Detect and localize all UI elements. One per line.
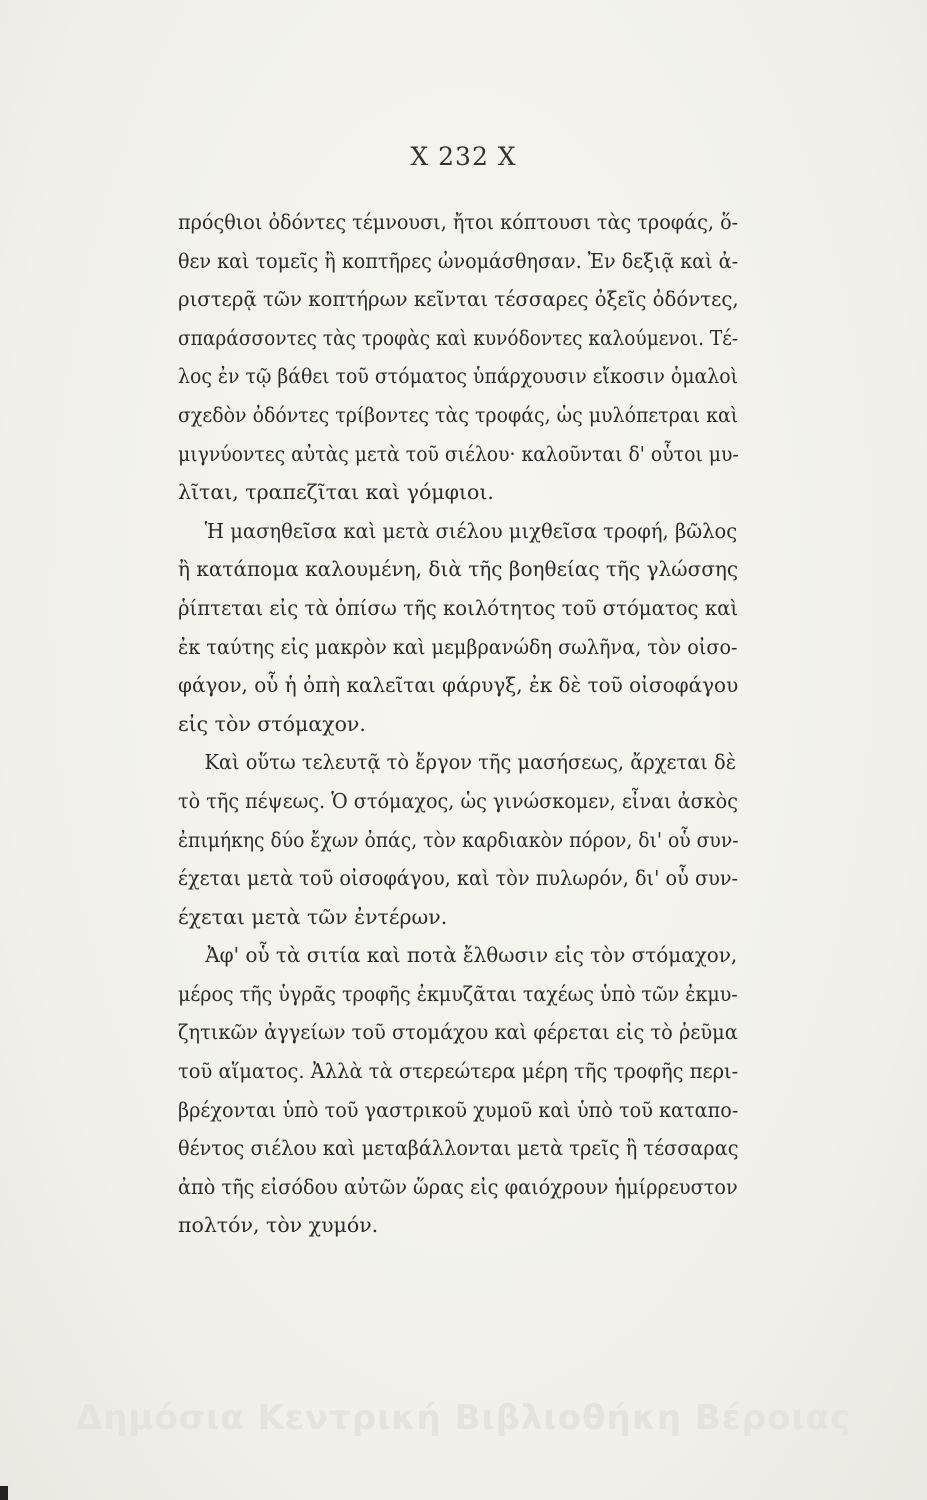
text-line: ἐπιμήκης δύο ἔχων ὀπάς, τὸν καρδιακὸν πόρον, δι' οὗ συν-	[178, 827, 739, 852]
text-line: θέντος σιέλου καὶ μεταβάλλονται μετὰ τρεῖς ἢ τέσσαρας	[178, 1136, 739, 1161]
text-line: σπαράσσοντες τὰς τροφὰς καὶ κυνόδοντες καλούμενοι. Τέ-	[178, 325, 739, 350]
text-line: Ἀφ' οὗ τὰ σιτία καὶ ποτὰ ἔλθωσιν εἰς τὸν στόμαχον,	[205, 943, 738, 968]
text-line: τοῦ αἵματος. Ἀλλὰ τὰ στερεώτερα μέρη τῆς τροφῆς περι-	[178, 1059, 739, 1084]
text-line: έχεται μετὰ τῶν ἐντέρων.	[178, 904, 448, 929]
text-line: ζητικῶν ἀγγείων τοῦ στομάχου καὶ φέρεται εἰς τὸ ῥεῦμα	[178, 1020, 738, 1045]
text-line: φάγον, οὗ ἡ ὀπὴ καλεῖται φάρυγξ, ἐκ δὲ τοῦ οἰσοφάγου	[178, 673, 739, 698]
body-text	[178, 203, 738, 1245]
text-line: λῖται, τραπεζῖται καὶ γόμφιοι.	[178, 480, 494, 505]
text-line: ριστερᾷ τῶν κοπτήρων κεῖνται τέσσαρες ὀξεῖς ὀδόντες,	[178, 287, 739, 312]
text-line: πρόςθιοι ὀδόντες τέμνουσι, ἤτοι κόπτουσι τὰς τροφάς, ὅ-	[178, 210, 739, 234]
text-line: τὸ τῆς πέψεως. Ὁ στόμαχος, ὡς γινώσκομεν, εἶναι ἀσκὸς	[178, 788, 738, 813]
page-number-header: X 232 X	[410, 142, 517, 171]
text-line: λος ἐν τῷ βάθει τοῦ στόματος ὑπάρχουσιν εἴκοσιν ὁμαλοὶ	[178, 364, 739, 389]
text-line: Ἡ μασηθεῖσα καὶ μετὰ σιέλου μιχθεῖσα τροφή, βῶλος	[204, 518, 738, 543]
text-line: πολτόν, τὸν χυμόν.	[178, 1213, 379, 1238]
text-line: μέρος τῆς ὑγρᾶς τροφῆς ἐκμυζᾶται ταχέως ὑπὸ τῶν ἐκμυ-	[178, 981, 738, 1006]
text-line: σχεδὸν ὀδόντες τρίβοντες τὰς τροφάς, ὡς μυλόπετραι καὶ	[178, 402, 739, 427]
scan-edge-mark	[0, 1486, 8, 1500]
text-line: Καὶ οὕτω τελευτᾷ τὸ ἔργον τῆς μασήσεως, ἄρχεται δὲ	[204, 750, 737, 775]
text-line: θεν καὶ τομεῖς ἢ κοπτῆρες ὠνομάσθησαν. Ἐν δεξιᾷ καὶ ἀ-	[178, 248, 739, 273]
text-line: ἢ κατάπομα καλουμένη, διὰ τῆς βοηθείας τῆς γλώσσης	[178, 557, 739, 582]
text-line: εἰς τὸν στόμαχον.	[178, 711, 366, 736]
text-line: έχεται μετὰ τοῦ οἰσοφάγου, καὶ τὸν πυλωρόν, δι' οὗ συν-	[178, 866, 739, 891]
text-line: ῥίπτεται εἰς τὰ ὀπίσω τῆς κοιλότητος τοῦ στόματος καὶ	[178, 595, 739, 620]
text-line: ἀπὸ τῆς εἰσόδου αὐτῶν ὥρας εἰς φαιόχρουν ἡμίρρευστον	[178, 1174, 738, 1199]
text-line: ἐκ ταύτης εἰς μακρὸν καὶ μεμβρανώδη σωλῆνα, τὸν οἰσο-	[178, 634, 738, 659]
library-watermark: Δημόσια Κεντρική Βιβλιοθήκη Βέροιας	[75, 1398, 852, 1438]
text-line: μιγνύοντες αὐτὰς μετὰ τοῦ σιέλου· καλοῦνται δ' οὗτοι μυ-	[178, 441, 739, 466]
text-line: βρέχονται ὑπὸ τοῦ γαστρικοῦ χυμοῦ καὶ ὑπὸ τοῦ καταπο-	[178, 1097, 739, 1122]
